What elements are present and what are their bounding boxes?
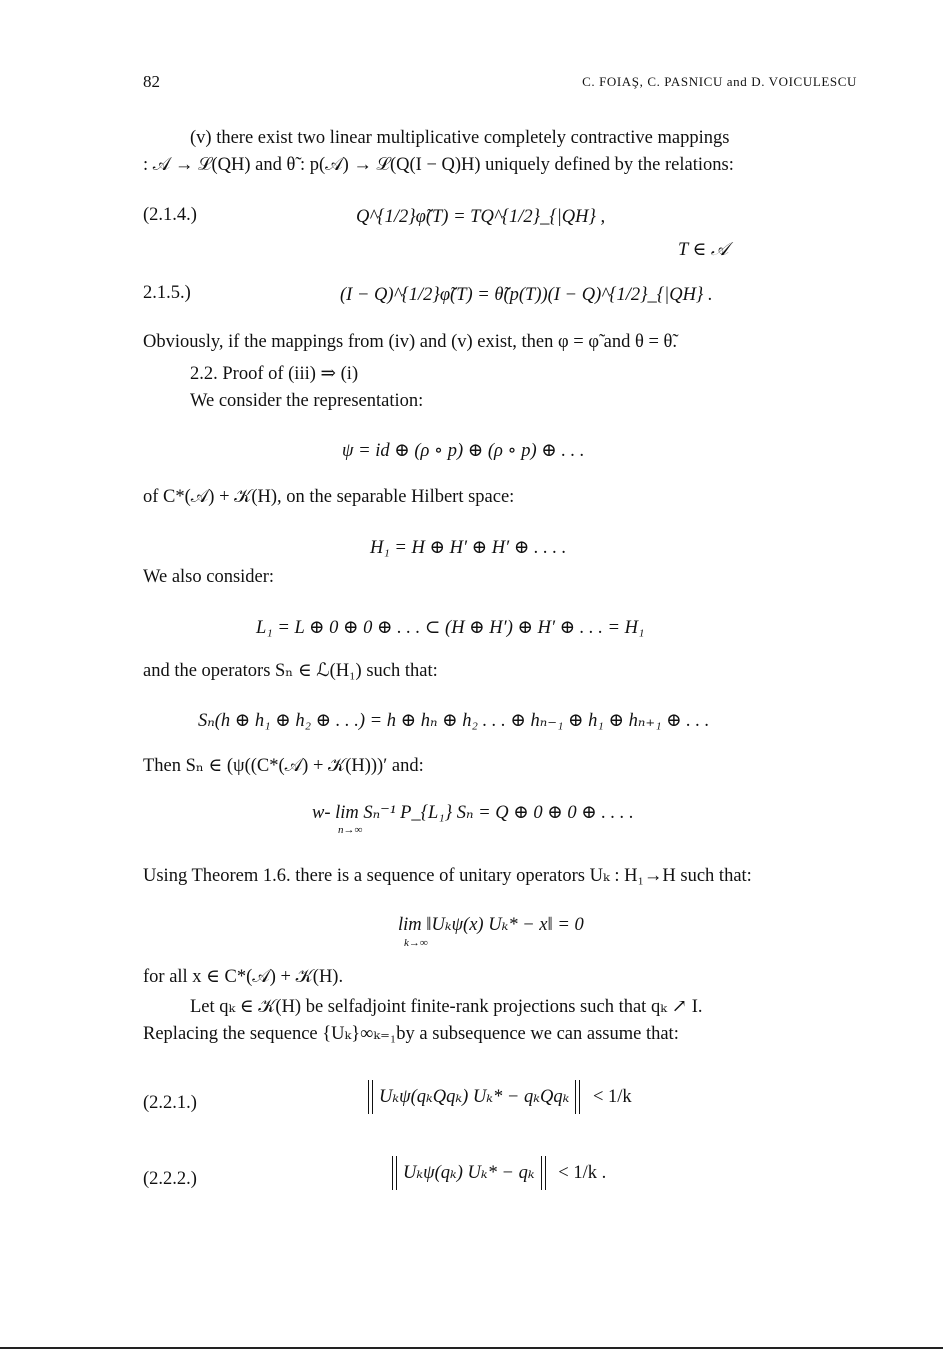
eq-221-norm [368, 1080, 580, 1114]
eq-222-body: Uₖψ(qₖ) Uₖ* − qₖ [403, 1163, 535, 1183]
eq-L1: L₁ = L ⊕ 0 ⊕ 0 ⊕ . . . ⊂ (H ⊕ H′) ⊕ H′ ⊕ . . . = H₁ [256, 618, 645, 638]
eq-lim-subscript: k→∞ [404, 937, 428, 949]
eq-222-norm [392, 1156, 546, 1190]
also-consider-line: We also consider: [143, 567, 275, 587]
proof-heading: 2.2. Proof of (iii) ⇒ (i) [190, 364, 359, 384]
let-line: Let qₖ ∈ 𝒦(H) be selfadjoint finite-rank projections such that qₖ ↗ I. [190, 997, 703, 1017]
for-all-line: for all x ∈ C*(𝒜) + 𝒦(H). [143, 967, 344, 987]
bottom-rule [0, 1347, 943, 1349]
eq-215-label: 2.1.5.) [143, 283, 191, 303]
eq-215: (I − Q)^{1/2}φ̃(T) = θ̃(p(T))(I − Q)^{1/2}_{|QH} . [340, 285, 713, 305]
eq-wlim: w- lim Sₙ⁻¹ P_{L₁} Sₙ = Q ⊕ 0 ⊕ 0 ⊕ . . . . [312, 803, 634, 823]
using-theorem-line: Using Theorem 1.6. there is a sequence of unitary operators Uₖ : H₁→H such that: [143, 866, 752, 886]
eq-222-label: (2.2.2.) [143, 1169, 197, 1189]
eq-psi: ψ = id ⊕ (ρ ∘ p) ⊕ (ρ ∘ p) ⊕ . . . [342, 441, 585, 461]
of-line: of C*(𝒜) + 𝒦(H), on the separable Hilbert space: [143, 487, 515, 507]
eq-lim: lim ‖Uₖψ(x) Uₖ* − x‖ = 0 [398, 915, 584, 935]
page-number: 82 [143, 72, 160, 91]
operators-line: and the operators Sₙ ∈ ℒ(H₁) such that: [143, 661, 438, 681]
eq-214: Q^{1/2}φ̃(T) = TQ^{1/2}_{|QH} , [356, 207, 606, 227]
eq-Sn: Sₙ(h ⊕ h₁ ⊕ h₂ ⊕ . . .) = h ⊕ hₙ ⊕ h₂ . . . ⊕ hₙ₋₁ ⊕ h₁ ⊕ hₙ₊₁ ⊕ . . . [198, 711, 710, 731]
running-head: C. FOIAŞ, C. PASNICU and D. VOICULESCU [582, 74, 857, 89]
replacing-line: Replacing the sequence {Uₖ}∞ₖ₌₁by a subsequence we can assume that: [143, 1024, 679, 1044]
eq-221 [368, 1080, 632, 1114]
eq-H1: H₁ = H ⊕ H′ ⊕ H′ ⊕ . . . . [370, 538, 567, 558]
obviously-line: Obviously, if the mappings from (iv) and (v) exist, then φ = φ̃ and θ = θ̃. [143, 332, 678, 352]
v-maps-line: : 𝒜 → ℒ(QH) and θ̃ : p(𝒜) → ℒ(Q(I − Q)H) uniquely defined by the relations: [143, 155, 734, 175]
consider-representation: We consider the representation: [190, 391, 424, 411]
eq-222 [392, 1156, 606, 1190]
v-intro-line: (v) there exist two linear multiplicative completely contractive mappings [190, 128, 730, 148]
then-line: Then Sₙ ∈ (ψ((C*(𝒜) + 𝒦(H)))′ and: [143, 756, 424, 776]
eq-condition: T ∈ 𝒜 [678, 240, 729, 260]
eq-wlim-subscript: n→∞ [338, 824, 363, 836]
eq-221-body: Uₖψ(qₖQqₖ) Uₖ* − qₖQqₖ [379, 1087, 570, 1107]
eq-221-rhs: < 1/k [592, 1087, 632, 1107]
eq-222-rhs: < 1/k . [558, 1163, 607, 1183]
eq-221-label: (2.2.1.) [143, 1093, 197, 1113]
eq-214-label: (2.1.4.) [143, 205, 197, 225]
